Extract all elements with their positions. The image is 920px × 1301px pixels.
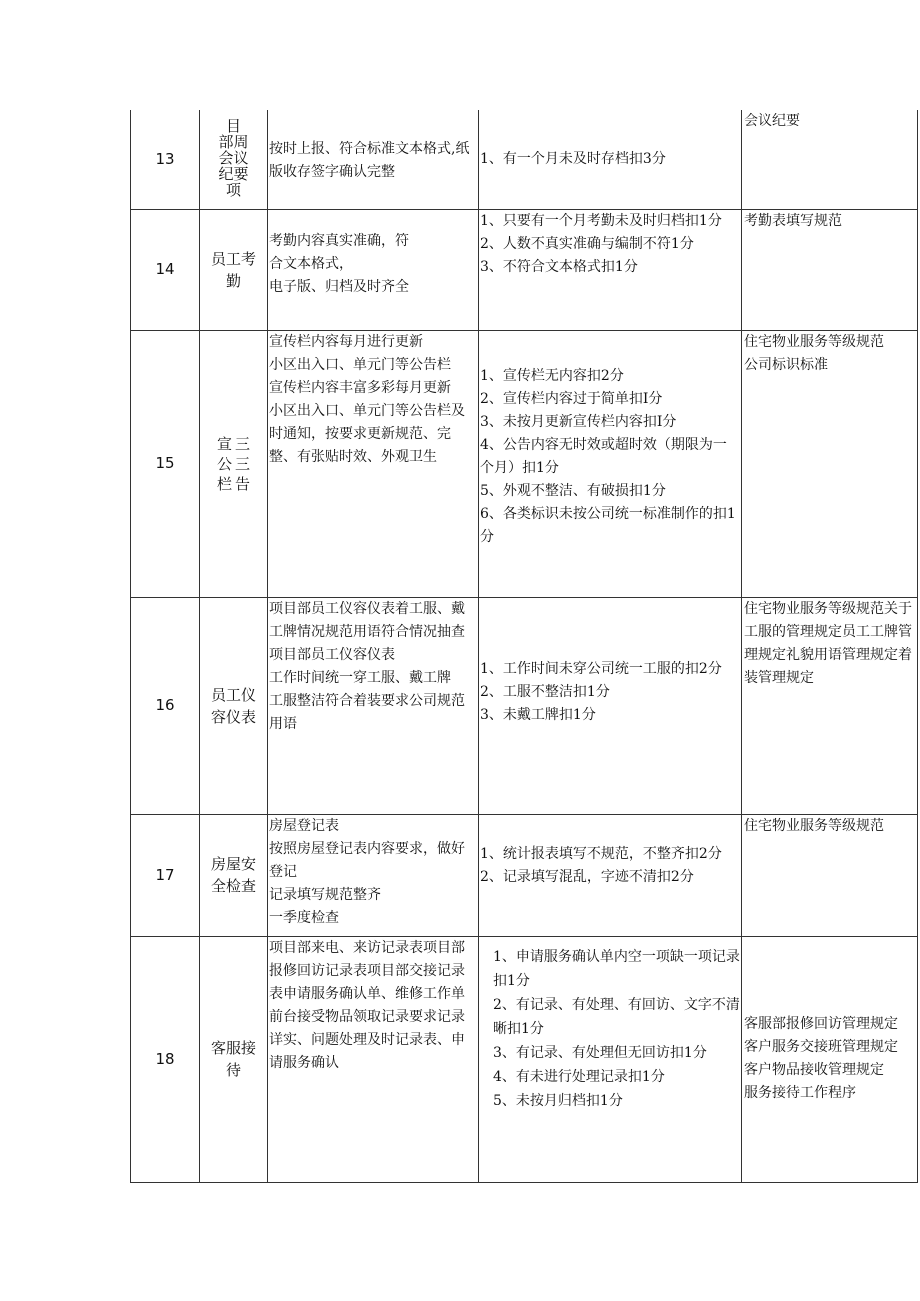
deduction-line: 1、工作时间未穿公司统一工服的扣2分 xyxy=(480,660,722,677)
category-line: 房屋安 xyxy=(210,855,256,873)
deduction-line: 2、记录填写混乱，字迹不清扣2分 xyxy=(480,868,694,885)
category-line: 待 xyxy=(225,1061,241,1079)
row-basis xyxy=(742,209,918,330)
basis-line: 住宅物业服务等级规范 xyxy=(744,333,884,350)
row-number: 13 xyxy=(131,110,200,209)
row-standard xyxy=(268,936,479,1182)
basis-line: 会议纪要 xyxy=(744,113,800,129)
deduction-line: 1、有一个月未及时存档扣3分 xyxy=(480,151,666,167)
category-line: 全检查 xyxy=(210,877,256,895)
row-deduction xyxy=(479,936,742,1182)
row-deduction xyxy=(479,814,742,936)
deduction-line: 1、申请服务确认单内空一项缺一项记录扣1分 xyxy=(493,948,740,989)
deduction-line: 2、工服不整洁扣1分 xyxy=(480,683,610,700)
basis-line: 客户服务交接班管理规定 xyxy=(744,1039,898,1055)
basis-line: 客户物品接收管理规定 xyxy=(744,1062,884,1078)
standard-line: 工作时间统一穿工服、戴工牌 xyxy=(269,669,451,686)
row-category xyxy=(200,936,268,1182)
category-line: 客服接 xyxy=(210,1039,256,1057)
basis-line: 公司标识标准 xyxy=(744,356,828,373)
deduction-line: 6、各类标识未按公司统一标准制作的扣1分 xyxy=(480,505,736,545)
category-line: 会议 xyxy=(218,148,249,167)
row-number: 18 xyxy=(131,936,200,1182)
deduction-line: 1、只要有一个月考勤未及时归档扣1分 xyxy=(480,212,722,229)
row-number: 16 xyxy=(131,597,200,814)
table-row xyxy=(131,597,918,814)
category-column: 宣公栏 xyxy=(216,434,232,493)
category-line: 员工仪 xyxy=(210,685,256,704)
row-basis xyxy=(742,814,918,936)
standard-line: 按时上报、符合标准文本格式,纸版收存签字确认完整 xyxy=(269,141,470,180)
category-line: 目 xyxy=(225,116,241,135)
row-basis xyxy=(742,597,918,814)
row-category xyxy=(200,814,268,936)
standard-line: 按照房屋登记表内容要求，做好登记 xyxy=(269,840,465,880)
standard-line: 合文本格式， xyxy=(269,255,353,272)
deduction-line: 2、有记录、有处理、有回访、文字不清晰扣1分 xyxy=(493,996,740,1037)
row-number: 14 xyxy=(131,209,200,330)
standard-line: 宣传栏内容丰富多彩每月更新 xyxy=(269,379,451,396)
standard-line: 房屋登记表 xyxy=(269,817,339,834)
deduction-line: 3、有记录、有处理但无回访扣1分 xyxy=(493,1044,707,1061)
standard-line: 考勤内容真实准确，符 xyxy=(269,232,409,249)
row-category xyxy=(200,597,268,814)
category-column: 三三告 xyxy=(234,434,250,493)
evaluation-table xyxy=(130,110,918,1183)
row-number: 17 xyxy=(131,814,200,936)
row-category xyxy=(200,209,268,330)
category-line: 员工考 xyxy=(210,249,256,268)
row-number: 15 xyxy=(131,330,200,597)
category-line: 项 xyxy=(225,180,241,199)
row-deduction xyxy=(479,597,742,814)
row-basis xyxy=(742,330,918,597)
standard-line: 宣传栏内容每月进行更新 xyxy=(269,333,423,350)
evaluation-table-sheet xyxy=(130,110,917,1183)
standard-line: 前台接受物品领取记录要求记录详实、问题处理及时记录表、申请服务确认 xyxy=(269,1008,465,1071)
table-row xyxy=(131,330,918,597)
deduction-line: 2、宣传栏内容过于简单扣I分 xyxy=(480,390,663,407)
category-line: 纪要 xyxy=(218,164,249,183)
basis-line: 客服部报修回访管理规定 xyxy=(744,1016,898,1032)
basis-line: 服务接待工作程序 xyxy=(744,1085,856,1101)
row-category xyxy=(200,110,268,209)
row-category xyxy=(200,330,268,597)
standard-line: 记录填写规范整齐 xyxy=(269,886,381,903)
row-standard xyxy=(268,330,479,597)
table-row xyxy=(131,110,918,209)
deduction-line: 3、不符合文本格式扣1分 xyxy=(480,258,638,275)
table-row xyxy=(131,814,918,936)
table-row xyxy=(131,209,918,330)
row-standard xyxy=(268,209,479,330)
standard-line: 工服整洁符合着装要求公司规范用语 xyxy=(269,692,465,732)
basis-line: 考勤表填写规范 xyxy=(744,212,842,229)
deduction-line: 3、未戴工牌扣1分 xyxy=(480,706,596,723)
row-standard xyxy=(268,597,479,814)
row-deduction xyxy=(479,209,742,330)
category-line: 容仪表 xyxy=(210,707,256,726)
category-line: 部周 xyxy=(218,132,249,151)
deduction-line: 1、宣传栏无内容扣2分 xyxy=(480,367,624,384)
deduction-line: 5、未按月归档扣1分 xyxy=(493,1092,623,1109)
deduction-line: 4、公告内容无时效或超时效（期限为一个月）扣1分 xyxy=(480,436,727,476)
row-basis xyxy=(742,110,918,209)
standard-line: 电子版、归档及时齐全 xyxy=(269,278,409,295)
deduction-line: 2、人数不真实准确与编制不符1分 xyxy=(480,235,694,252)
row-deduction xyxy=(479,110,742,209)
basis-line: 住宅物业服务等级规范关于工服的管理规定员工工牌管理规定礼貌用语管理规定着装管理规定 xyxy=(744,600,912,686)
table-row xyxy=(131,936,918,1182)
deduction-line: 5、外观不整洁、有破损扣1分 xyxy=(480,482,666,499)
standard-line: 小区出入口、单元门等公告栏 xyxy=(269,356,451,373)
category-line: 勤 xyxy=(225,271,241,290)
standard-line: 小区出入口、单元门等公告栏及时通知，按要求更新规范、完整、有张贴时效、外观卫生 xyxy=(269,402,465,465)
standard-line: 项目部来电、来访记录表项目部报修回访记录表项目部交接记录表申请服务确认单、维修工作单 xyxy=(269,939,465,1002)
deduction-line: 4、有未进行处理记录扣1分 xyxy=(493,1068,665,1085)
row-deduction xyxy=(479,330,742,597)
row-standard xyxy=(268,814,479,936)
deduction-line: 1、统计报表填写不规范，不整齐扣2分 xyxy=(480,845,722,862)
standard-line: 一季度检查 xyxy=(269,909,339,926)
standard-line: 项目部员工仪容仪表着工服、戴工牌情况规范用语符合情况抽查项目部员工仪容仪表 xyxy=(269,600,465,663)
row-standard xyxy=(268,110,479,209)
basis-line: 住宅物业服务等级规范 xyxy=(744,817,884,834)
deduction-line: 3、未按月更新宣传栏内容扣I分 xyxy=(480,413,677,430)
row-basis xyxy=(742,936,918,1182)
